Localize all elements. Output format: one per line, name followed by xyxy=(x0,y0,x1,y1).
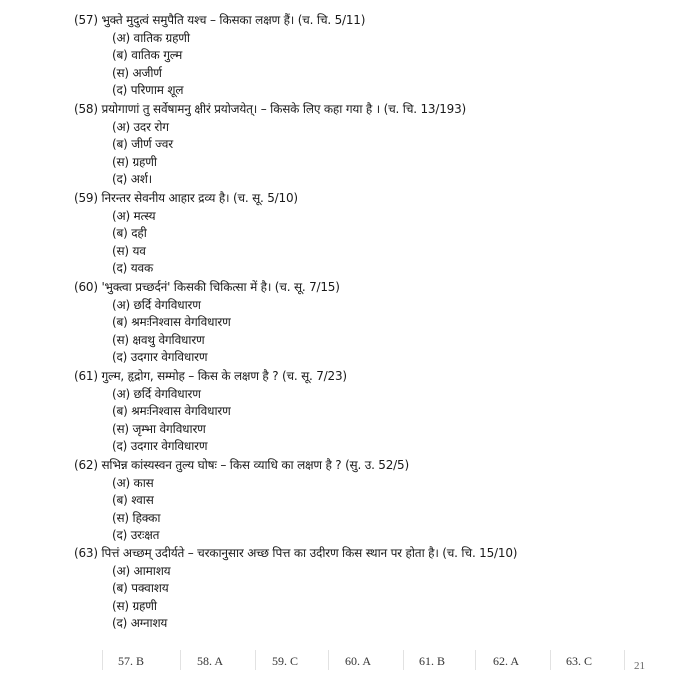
answer-61: 61. B xyxy=(419,654,446,668)
option-c: (स) हिक्का xyxy=(112,510,161,525)
option-b: (ब) पक्वाशय xyxy=(112,581,169,596)
question-text: (59) निरन्तर सेवनीय आहार द्रव्य है। (च. सू. 5/10) xyxy=(74,191,298,205)
option-d: (द) अग्नाशय xyxy=(112,616,168,631)
question-58 xyxy=(74,101,674,189)
separator xyxy=(475,650,476,670)
question-60 xyxy=(74,279,674,367)
separator xyxy=(624,650,625,670)
option-d: (द) उदगार वेगविधारण xyxy=(112,350,208,365)
answer-62: 62. A xyxy=(493,654,520,668)
option-a: (अ) कास xyxy=(112,475,154,490)
option-d: (द) उरःक्षत xyxy=(112,528,160,543)
option-c: (स) जृम्भा वेगविधारण xyxy=(112,421,206,436)
option-b: (ब) श्वास xyxy=(112,493,154,508)
answer-57: 57. B xyxy=(118,654,145,668)
option-c: (स) अजीर्ण xyxy=(112,65,162,80)
option-d: (द) अर्श। xyxy=(112,172,153,187)
option-c: (स) क्षवथु वेगविधारण xyxy=(112,332,205,347)
question-text: (63) पित्तं अच्छम् उदीर्यते – चरकानुसार अच्छ पित्त का उदीरण किस स्थान पर होता है। (च. चि. 15/10) xyxy=(74,546,518,560)
question-text: (60) 'भुक्त्वा प्रच्छर्दनं' किसकी चिकित्सा में है। (च. सू. 7/15) xyxy=(74,280,340,294)
separator xyxy=(255,650,256,670)
option-c: (स) ग्रहणी xyxy=(112,598,157,613)
option-a: (अ) वातिक ग्रहणी xyxy=(112,30,190,45)
option-d: (द) यवक xyxy=(112,261,153,276)
separator xyxy=(403,650,404,670)
question-63 xyxy=(74,545,674,633)
option-a: (अ) छर्दि वेगविधारण xyxy=(112,297,201,312)
question-59 xyxy=(74,190,674,278)
option-b: (ब) श्रमःनिश्वास वेगविधारण xyxy=(112,315,231,330)
option-c: (स) यव xyxy=(112,243,146,258)
option-d: (द) परिणाम शूल xyxy=(112,83,184,98)
option-b: (ब) वातिक गुल्म xyxy=(112,48,183,63)
question-text: (57) भुक्ते मुदुत्वं समुपैति यश्च – किसका लक्षण हैं। (च. चि. 5/11) xyxy=(74,13,366,27)
question-text: (61) गुल्म, हृद्रोग, सम्मोह – किस के लक्षण है ? (च. सू. 7/23) xyxy=(74,369,347,383)
option-a: (अ) उदर रोग xyxy=(112,119,169,134)
separator xyxy=(102,650,103,670)
option-b: (ब) दही xyxy=(112,226,147,241)
question-62 xyxy=(74,457,674,545)
option-a: (अ) छर्दि वेगविधारण xyxy=(112,386,201,401)
separator xyxy=(180,650,181,670)
option-c: (स) ग्रहणी xyxy=(112,154,157,169)
separator xyxy=(328,650,329,670)
separator xyxy=(550,650,551,670)
option-a: (अ) आमाशय xyxy=(112,563,171,578)
question-57 xyxy=(74,12,674,100)
answer-58: 58. A xyxy=(197,654,224,668)
option-b: (ब) श्रमःनिश्वास वेगविधारण xyxy=(112,404,231,419)
answer-59: 59. C xyxy=(272,654,299,668)
answer-63: 63. C xyxy=(566,654,593,668)
page-number: 21 xyxy=(634,660,645,672)
option-d: (द) उदगार वेगविधारण xyxy=(112,439,208,454)
question-text: (58) प्रयोगाणां तु सर्वेषामनु क्षीरं प्रयोजयेत्। – किसके लिए कहा गया है । (च. चि. 13/193) xyxy=(74,102,466,116)
question-61 xyxy=(74,368,674,456)
option-b: (ब) जीर्ण ज्वर xyxy=(112,137,173,152)
answer-key-bar xyxy=(100,648,660,672)
option-a: (अ) मत्स्य xyxy=(112,208,156,223)
answer-60: 60. A xyxy=(345,654,372,668)
question-text: (62) सभिन्न कांस्यस्वन तुल्य घोषः – किस व्याधि का लक्षण है ? (सु. उ. 52/5) xyxy=(74,458,409,472)
